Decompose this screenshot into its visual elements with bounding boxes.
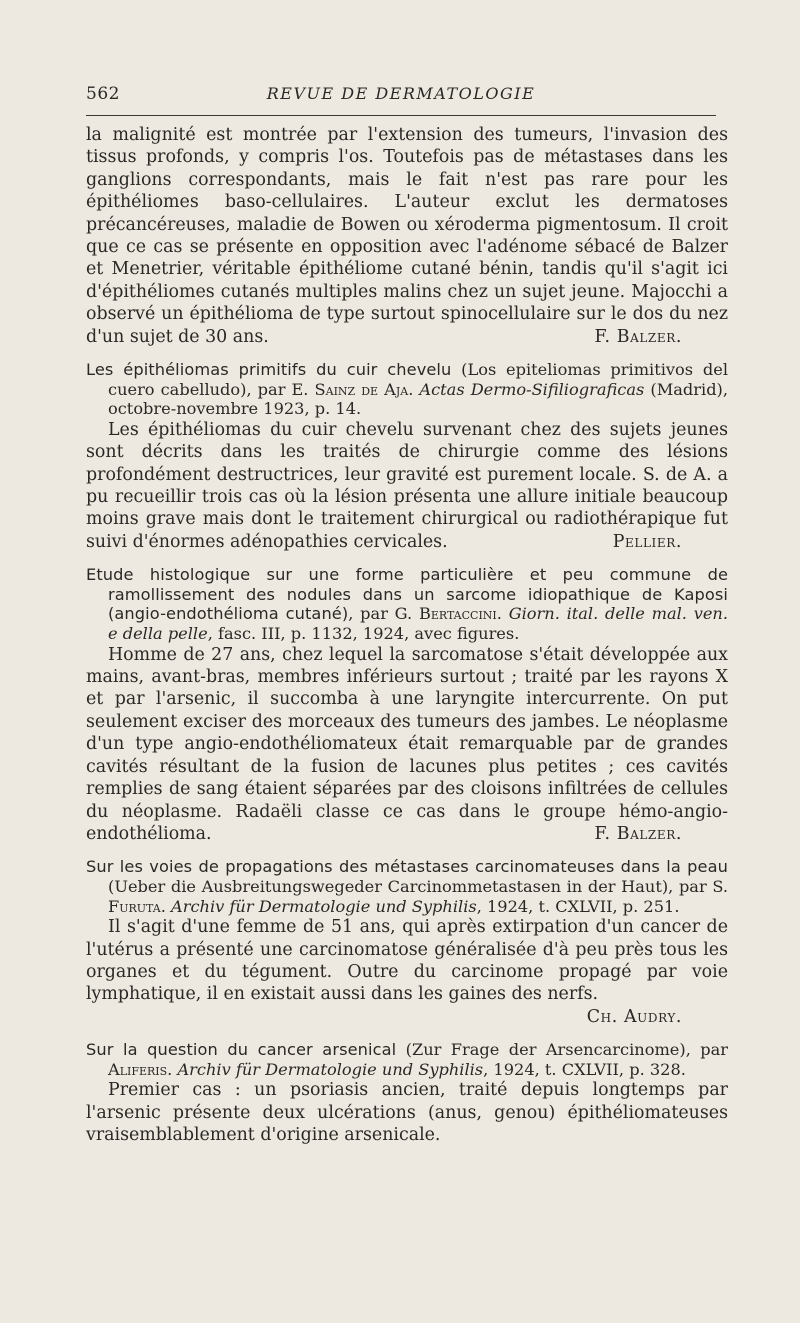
entry-ref-mid: . <box>167 1059 178 1079</box>
entry-heading <box>86 857 728 916</box>
entry-title: Sur la question du cancer arsenical <box>86 1040 397 1060</box>
running-title: REVUE DE DERMATOLOGIE <box>266 84 536 103</box>
continuation-signature: F. Balzer. <box>594 326 682 347</box>
continuation-text: la malignité est montrée par l'extension des tumeurs, l'invasion des tissus profonds, y compris l'os. Toutefois pas de métastases dans les ganglions correspondants, mais le fait n'est pas rare pour les épithéliomes baso-cellulaires. L'auteur exclut les dermatoses précancéreuses, maladie de Bowen ou xéroderma pigmentosum. Il croit que ce cas se présente en opposition avec l'adénome sébacé de Balzer et Menetrier, véritable épithéliome cutané bénin, tandis qu'il s'agit ici d'épithéliomes cutanés multiples malins chez un sujet jeune. Majocchi a observé un épithélioma de type surtout spinocellulaire sur le dos du nez d'un sujet de 30 ans. <box>86 125 728 347</box>
entry-title: Etude histologique sur une forme particulière et peu commune de ramollissement des nodules dans un sarcome idiopathique de Kaposi (angio-endothélioma cutané) <box>86 565 728 624</box>
entry-heading <box>86 1040 728 1079</box>
entry-body <box>86 419 728 553</box>
page-number: 562 <box>86 84 120 104</box>
continuation-paragraph <box>86 124 728 348</box>
entry-heading <box>86 565 728 643</box>
entry-title: Les épithéliomas primitifs du cuir chevelu <box>86 360 452 380</box>
entry-body <box>86 916 728 1006</box>
entry-journal: Giorn. ital. delle mal. ven. e della pelle <box>108 604 728 644</box>
entry-ref-post: , 1924, t. CXLVII, p. 328. <box>483 1059 686 1079</box>
entry-signature-line <box>86 1006 728 1028</box>
entry-ref-pre: , par G. <box>348 604 419 624</box>
review-entry <box>86 1040 728 1146</box>
entry-signature: Ch. Audry. <box>586 1006 682 1027</box>
entry-ref-mid: . <box>408 379 420 399</box>
entry-ref-mid: . <box>496 604 509 624</box>
entry-ref-pre: (Los epiteliomas primitivos del cuero cabelludo), par E. <box>108 360 728 399</box>
entry-body <box>86 1079 728 1146</box>
page-body <box>86 124 728 1147</box>
entry-author: Furuta <box>108 896 161 916</box>
entry-ref-post: , fasc. III, p. 1132, 1924, avec figures. <box>207 624 520 644</box>
page-header <box>86 84 716 112</box>
entry-signature: F. Balzer. <box>594 823 682 844</box>
entry-journal: Archiv für Dermatologie und Syphilis <box>171 896 477 916</box>
entry-ref-mid: . <box>160 896 172 916</box>
entry-ref-pre: (Zur Frage der Arsencarcinome), par <box>396 1040 728 1060</box>
review-entry <box>86 565 728 845</box>
entry-author: Aliferis <box>108 1059 168 1079</box>
entry-body-text: Il s'agit d'une femme de 51 ans, qui après extirpation d'un cancer de l'utérus a présenté une carcinomatose généralisée d'à peu près tous les organes et du tégument. Outre du carcinome propagé par voie lymphatique, il en existait aussi dans les gaines des nerfs. <box>86 917 728 1005</box>
entry-author: Sainz de Aja <box>314 379 409 399</box>
entry-heading <box>86 360 728 419</box>
review-entry <box>86 360 728 553</box>
entry-body <box>86 644 728 846</box>
entry-ref-post: (Madrid), octobre-novembre 1923, p. 14. <box>108 379 729 419</box>
entry-journal: Archiv für Dermatologie und Syphilis <box>177 1059 484 1079</box>
entry-author: Bertaccini <box>418 604 497 624</box>
entry-journal: Actas Dermo-Sifiliograficas <box>419 379 645 399</box>
entry-body-text: Les épithéliomas du cuir chevelu survenant chez des sujets jeunes sont décrits dans les traités de chirurgie comme des lésions profondément destructrices, leur gravité est purement locale. S. de A. a pu recueillir trois cas où la lésion présenta une allure initiale beaucoup moins grave mais dont le traitement chirurgical ou radiothérapique fut suivi d'énormes adénopathies cervicales. <box>86 419 728 552</box>
review-entry <box>86 857 728 1028</box>
entry-ref-pre: (Ueber die Ausbreitungswegeder Carcinommetastasen in der Haut), par S. <box>108 876 728 896</box>
header-rule <box>86 115 716 116</box>
entry-body-text: Premier cas : un psoriasis ancien, traité depuis longtemps par l'arsenic présente deux ulcérations (anus, genou) épithéliomateuses vraisemblablement d'origine arsenicale. <box>86 1080 728 1146</box>
entry-ref-post: , 1924, t. CXLVII, p. 251. <box>476 896 680 916</box>
entry-body-text: Homme de 27 ans, chez lequel la sarcomatose s'était développée aux mains, avant-bras, membres inférieurs surtout ; traité par les rayons X et par l'arsenic, il succomba à une laryngite intercurrente. On put seulement exciser des morceaux des tumeurs des jambes. Le néoplasme d'un type angio-endothéliomateux était remarquable par de grandes cavités résultant de la fusion de lacunes plus petites ; ces cavités remplies de sang étaient séparées par des cloisons infiltrées de cellules du néoplasme. Radaëli classe ce cas dans le groupe hémo-angio-endothélioma. <box>86 644 728 844</box>
entry-title: Sur les voies de propagations des métastases carcinomateuses dans la peau <box>86 857 728 877</box>
entry-signature: Pellier. <box>612 531 682 552</box>
